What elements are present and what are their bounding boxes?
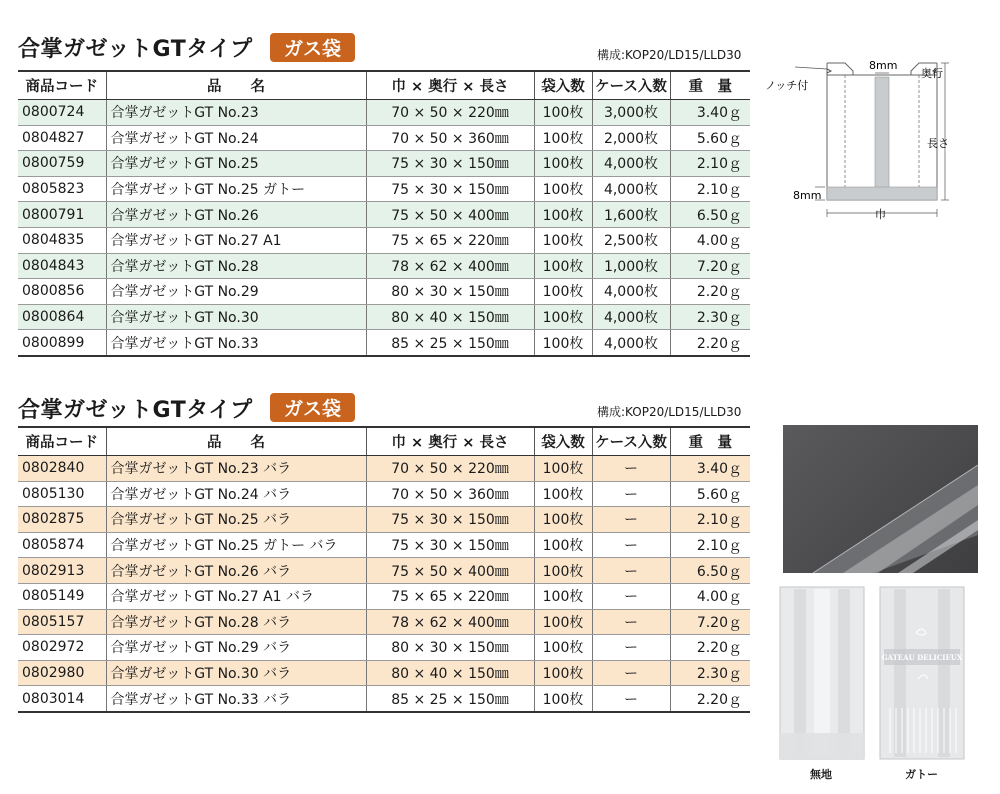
product-name-cell: 合掌ガゼットGT No.26 バラ — [106, 558, 366, 584]
bag-closeup-photo — [783, 425, 978, 573]
dimensions-cell: 75 × 30 × 150㎜ — [366, 507, 534, 533]
case-count-cell: 3,000枚 — [592, 100, 670, 126]
product-code-cell: 0805874 — [18, 532, 106, 558]
product-name-cell: 合掌ガゼットGT No.23 バラ — [106, 456, 366, 482]
gateau-print-text: GATEAU DELICIEUX — [881, 653, 963, 662]
gateau-bag-photo — [876, 583, 968, 763]
bag-count-cell: 100枚 — [534, 202, 592, 228]
weight-cell: 5.60ｇ — [670, 481, 750, 507]
header-case-count: ケース入数 — [592, 71, 670, 100]
table-row — [18, 125, 750, 151]
product-code-cell: 0802980 — [18, 660, 106, 686]
table-row — [18, 507, 750, 533]
section-title: 合掌ガゼットGTタイプ — [18, 398, 253, 423]
bag-count-cell: 100枚 — [534, 125, 592, 151]
weight-cell: 2.10ｇ — [670, 151, 750, 177]
product-name-cell: 合掌ガゼットGT No.27 A1 バラ — [106, 583, 366, 609]
notch-left — [827, 69, 831, 73]
case-count-cell: ー — [592, 686, 670, 712]
table-row — [18, 481, 750, 507]
bottom-seal — [827, 187, 937, 200]
case-count-cell: ー — [592, 660, 670, 686]
case-count-cell: 2,000枚 — [592, 125, 670, 151]
weight-cell: 2.20ｇ — [670, 330, 750, 356]
dimensions-cell: 70 × 50 × 360㎜ — [366, 125, 534, 151]
product-name-cell: 合掌ガゼットGT No.30 バラ — [106, 660, 366, 686]
bag-count-cell: 100枚 — [534, 481, 592, 507]
top-width-label: 8mm — [869, 59, 898, 72]
product-code-cell: 0802972 — [18, 635, 106, 661]
dimensions-cell: 70 × 50 × 360㎜ — [366, 481, 534, 507]
case-count-cell: ー — [592, 481, 670, 507]
dimensions-cell: 75 × 30 × 150㎜ — [366, 151, 534, 177]
dimensions-cell: 80 × 40 × 150㎜ — [366, 660, 534, 686]
dimensions-cell: 75 × 30 × 150㎜ — [366, 176, 534, 202]
case-count-cell: ー — [592, 558, 670, 584]
depth-label: 奥行 — [921, 67, 943, 80]
bag-count-cell: 100枚 — [534, 507, 592, 533]
dimensions-cell: 75 × 50 × 400㎜ — [366, 202, 534, 228]
case-count-cell: ー — [592, 507, 670, 533]
dimensions-cell: 78 × 62 × 400㎜ — [366, 253, 534, 279]
header-weight: 重 量 — [670, 71, 750, 100]
table-row — [18, 686, 750, 712]
product-code-cell: 0802875 — [18, 507, 106, 533]
weight-cell: 3.40ｇ — [670, 456, 750, 482]
case-count-cell: 1,600枚 — [592, 202, 670, 228]
product-name-cell: 合掌ガゼットGT No.25 ガトー — [106, 176, 366, 202]
weight-cell: 4.00ｇ — [670, 227, 750, 253]
weight-cell: 2.10ｇ — [670, 176, 750, 202]
case-count-cell: ー — [592, 635, 670, 661]
table-row — [18, 100, 750, 126]
dimensions-cell: 80 × 30 × 150㎜ — [366, 279, 534, 305]
header-bag-count: 袋入数 — [534, 427, 592, 456]
bag-count-cell: 100枚 — [534, 151, 592, 177]
product-code-cell: 0802840 — [18, 456, 106, 482]
bag-count-cell: 100枚 — [534, 176, 592, 202]
case-count-cell: 4,000枚 — [592, 151, 670, 177]
dimensions-cell: 85 × 25 × 150㎜ — [366, 330, 534, 356]
product-name-cell: 合掌ガゼットGT No.28 — [106, 253, 366, 279]
weight-cell: 4.00ｇ — [670, 583, 750, 609]
product-code-cell: 0805823 — [18, 176, 106, 202]
bag-count-cell: 100枚 — [534, 100, 592, 126]
weight-cell: 2.30ｇ — [670, 660, 750, 686]
dimensions-cell: 80 × 30 × 150㎜ — [366, 635, 534, 661]
plain-bag-caption: 無地 — [810, 768, 832, 781]
weight-cell: 5.60ｇ — [670, 125, 750, 151]
dimensions-cell: 70 × 50 × 220㎜ — [366, 100, 534, 126]
table-row — [18, 583, 750, 609]
weight-cell: 2.20ｇ — [670, 635, 750, 661]
bag-count-cell: 100枚 — [534, 558, 592, 584]
weight-cell: 2.10ｇ — [670, 532, 750, 558]
case-count-cell: 4,000枚 — [592, 304, 670, 330]
case-count-cell: 4,000枚 — [592, 176, 670, 202]
product-code-cell: 0805157 — [18, 609, 106, 635]
gas-bag-badge: ガス袋 — [270, 33, 355, 62]
center-seal — [875, 77, 889, 189]
product-name-cell: 合掌ガゼットGT No.25 — [106, 151, 366, 177]
case-count-cell: ー — [592, 456, 670, 482]
length-label: 長さ — [927, 137, 949, 150]
table-row — [18, 532, 750, 558]
header-dimensions: 巾 × 奥行 × 長さ — [366, 71, 534, 100]
dimensions-cell: 75 × 65 × 220㎜ — [366, 227, 534, 253]
product-name-cell: 合掌ガゼットGT No.26 — [106, 202, 366, 228]
header-weight: 重 量 — [670, 427, 750, 456]
case-count-cell: 4,000枚 — [592, 279, 670, 305]
case-count-cell: ー — [592, 532, 670, 558]
product-name-cell: 合掌ガゼットGT No.33 — [106, 330, 366, 356]
table-row — [18, 279, 750, 305]
product-code-cell: 0800899 — [18, 330, 106, 356]
product-code-cell: 0805130 — [18, 481, 106, 507]
product-name-cell: 合掌ガゼットGT No.33 バラ — [106, 686, 366, 712]
weight-cell: 2.30ｇ — [670, 304, 750, 330]
header-product-name: 品 名 — [106, 71, 366, 100]
product-code-cell: 0800791 — [18, 202, 106, 228]
case-count-cell: 2,500枚 — [592, 227, 670, 253]
product-code-cell: 0804843 — [18, 253, 106, 279]
product-code-cell: 0805149 — [18, 583, 106, 609]
bag-count-cell: 100枚 — [534, 583, 592, 609]
case-count-cell: ー — [592, 583, 670, 609]
product-name-cell: 合掌ガゼットGT No.27 A1 — [106, 227, 366, 253]
product-name-cell: 合掌ガゼットGT No.23 — [106, 100, 366, 126]
dimensions-cell: 75 × 65 × 220㎜ — [366, 583, 534, 609]
bag-count-cell: 100枚 — [534, 456, 592, 482]
table-row — [18, 558, 750, 584]
header-bag-count: 袋入数 — [534, 71, 592, 100]
product-name-cell: 合掌ガゼットGT No.25 バラ — [106, 507, 366, 533]
product-name-cell: 合掌ガゼットGT No.24 — [106, 125, 366, 151]
table-row — [18, 253, 750, 279]
product-name-cell: 合掌ガゼットGT No.29 バラ — [106, 635, 366, 661]
weight-cell: 6.50ｇ — [670, 558, 750, 584]
product-name-cell: 合掌ガゼットGT No.28 バラ — [106, 609, 366, 635]
product-code-cell: 0800759 — [18, 151, 106, 177]
table-row — [18, 330, 750, 356]
composition-note: 構成:KOP20/LD15/LLD30 — [597, 48, 742, 62]
header-case-count: ケース入数 — [592, 427, 670, 456]
dimensions-cell: 80 × 40 × 150㎜ — [366, 304, 534, 330]
bag-count-cell: 100枚 — [534, 532, 592, 558]
dimensions-cell: 78 × 62 × 400㎜ — [366, 609, 534, 635]
header-product-name: 品 名 — [106, 427, 366, 456]
dimensions-cell: 75 × 30 × 150㎜ — [366, 532, 534, 558]
bag-dimension-diagram — [765, 55, 955, 225]
dimensions-cell: 70 × 50 × 220㎜ — [366, 456, 534, 482]
width-label: 巾 — [875, 208, 886, 221]
header-product-code: 商品コード — [18, 427, 106, 456]
weight-cell: 6.50ｇ — [670, 202, 750, 228]
table-row — [18, 456, 750, 482]
product-code-cell: 0800856 — [18, 279, 106, 305]
table-header-row — [18, 71, 750, 100]
product-name-cell: 合掌ガゼットGT No.29 — [106, 279, 366, 305]
composition-note: 構成:KOP20/LD15/LLD30 — [597, 405, 742, 419]
table-row — [18, 151, 750, 177]
table-row — [18, 660, 750, 686]
table-row — [18, 176, 750, 202]
weight-cell: 2.10ｇ — [670, 507, 750, 533]
dimensions-cell: 85 × 25 × 150㎜ — [366, 686, 534, 712]
table-row — [18, 635, 750, 661]
product-code-cell: 0800724 — [18, 100, 106, 126]
bag-count-cell: 100枚 — [534, 304, 592, 330]
bag-count-cell: 100枚 — [534, 635, 592, 661]
product-table — [18, 70, 750, 357]
product-code-cell: 0804827 — [18, 125, 106, 151]
bag-count-cell: 100枚 — [534, 279, 592, 305]
plain-bag-photo — [776, 583, 868, 763]
bottom-seal-label: 8mm — [793, 189, 822, 202]
case-count-cell: 1,000枚 — [592, 253, 670, 279]
bag-count-cell: 100枚 — [534, 686, 592, 712]
product-name-cell: 合掌ガゼットGT No.25 ガトー バラ — [106, 532, 366, 558]
table-row — [18, 304, 750, 330]
product-code-cell: 0803014 — [18, 686, 106, 712]
weight-cell: 3.40ｇ — [670, 100, 750, 126]
bag-count-cell: 100枚 — [534, 253, 592, 279]
section-title: 合掌ガゼットGTタイプ — [18, 37, 253, 62]
product-code-cell: 0804835 — [18, 227, 106, 253]
gateau-bag-caption: ガトー — [905, 768, 938, 781]
table-header-row — [18, 427, 750, 456]
product-table — [18, 426, 750, 713]
case-count-cell: ー — [592, 609, 670, 635]
product-name-cell: 合掌ガゼットGT No.24 バラ — [106, 481, 366, 507]
header-dimensions: 巾 × 奥行 × 長さ — [366, 427, 534, 456]
bag-count-cell: 100枚 — [534, 609, 592, 635]
bag-count-cell: 100枚 — [534, 660, 592, 686]
dimensions-cell: 75 × 50 × 400㎜ — [366, 558, 534, 584]
weight-cell: 7.20ｇ — [670, 253, 750, 279]
product-code-cell: 0800864 — [18, 304, 106, 330]
product-code-cell: 0802913 — [18, 558, 106, 584]
table-row — [18, 202, 750, 228]
header-product-code: 商品コード — [18, 71, 106, 100]
table-row — [18, 227, 750, 253]
gas-bag-badge: ガス袋 — [270, 393, 355, 422]
weight-cell: 2.20ｇ — [670, 279, 750, 305]
notch-label: ノッチ付 — [765, 79, 809, 92]
weight-cell: 2.20ｇ — [670, 686, 750, 712]
case-count-cell: 4,000枚 — [592, 330, 670, 356]
bag-count-cell: 100枚 — [534, 227, 592, 253]
bag-count-cell: 100枚 — [534, 330, 592, 356]
product-name-cell: 合掌ガゼットGT No.30 — [106, 304, 366, 330]
weight-cell: 7.20ｇ — [670, 609, 750, 635]
table-row — [18, 609, 750, 635]
